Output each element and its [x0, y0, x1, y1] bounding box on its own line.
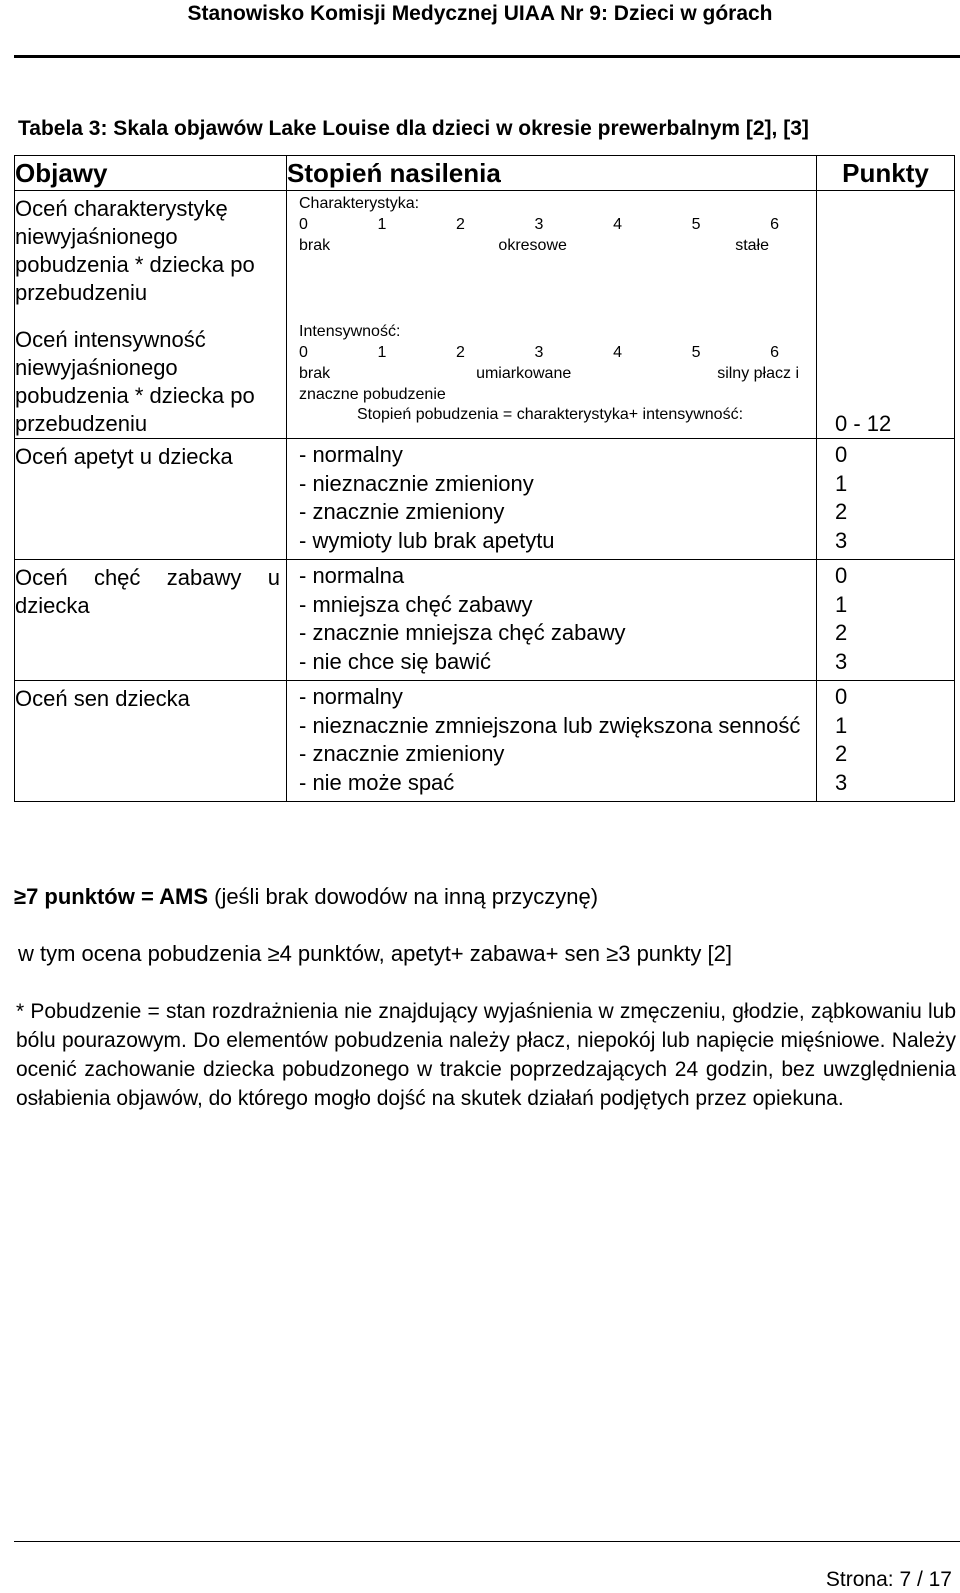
greater-equal-symbol: ≥ — [267, 941, 280, 966]
table-caption: Tabela 3: Skala objawów Lake Louise dla dzieci w okresie prewerbalnym [2], [3] — [18, 117, 809, 140]
play-options-cell — [287, 560, 817, 681]
scale-number: 5 — [691, 216, 701, 233]
play-points-cell — [817, 560, 955, 681]
ams-subrule — [18, 941, 732, 967]
point-value: 2 — [835, 499, 848, 524]
point-value: 3 — [835, 648, 848, 674]
sleep-symptom-cell — [15, 681, 287, 802]
scale-number: 6 — [770, 216, 779, 233]
appetite-points-cell — [817, 439, 955, 560]
subrule-part-2: 4 punktów, apetyt+ zabawa+ sen — [279, 941, 607, 966]
scale-number: 4 — [613, 344, 622, 361]
point-value: 1 — [835, 470, 848, 496]
option: - normalna — [299, 563, 405, 588]
sleep-options — [287, 681, 816, 801]
characteristic-symptom: Oceń charakterystykę niewyjaśnionego pobudzenia * dziecka po przebudzeniu — [15, 196, 255, 305]
intensity-labels — [299, 363, 799, 384]
point-value: 0 — [835, 563, 848, 588]
option: - nieznacznie zmniejszona lub zwiększona senność — [299, 712, 801, 738]
scale-number: 6 — [770, 344, 779, 361]
intensity-block — [299, 321, 816, 406]
fussiness-points: 0 - 12 — [835, 410, 892, 436]
page-header-title: Stanowisko Komisji Medycznej UIAA Nr 9: Dzieci w górach — [187, 2, 773, 25]
fussiness-symptom-cell — [15, 191, 287, 439]
point-value: 2 — [835, 741, 848, 766]
sleep-symptom: Oceń sen dziecka — [15, 686, 190, 711]
fussiness-formula: Stopień pobudzenia = charakterystyka+ intensywność: — [357, 406, 744, 423]
page-number: Strona: 7 / 17 — [825, 1568, 952, 1591]
scale-number: 5 — [691, 344, 701, 361]
characteristic-block — [299, 193, 816, 321]
option: - nie chce się bawić — [299, 648, 491, 674]
header-symptoms: Objawy — [15, 156, 287, 191]
appetite-points — [817, 439, 954, 559]
option: - nie może spać — [299, 769, 455, 795]
ams-threshold-rest: (jeśli brak dowodów na inną przyczynę) — [208, 884, 599, 909]
sleep-points-cell — [817, 681, 955, 802]
scale-label: brak — [299, 365, 331, 382]
play-points — [817, 560, 954, 680]
point-value: 1 — [835, 591, 848, 617]
appetite-options — [287, 439, 816, 559]
fussiness-points-cell — [817, 191, 955, 439]
subrule-part-1: w tym ocena pobudzenia — [18, 941, 268, 966]
intensity-label-continuation: znaczne pobudzenie — [299, 386, 446, 403]
lake-louise-table — [14, 155, 955, 802]
footer-divider — [14, 1541, 960, 1542]
option: - nieznacznie zmieniony — [299, 470, 534, 496]
play-options — [287, 560, 816, 680]
point-value: 1 — [835, 712, 848, 738]
scale-number: 1 — [377, 344, 387, 361]
option: - normalny — [299, 684, 403, 709]
scale-number: 0 — [299, 344, 308, 361]
scale-number: 1 — [377, 216, 387, 233]
scale-number: 3 — [534, 344, 544, 361]
table-row-appetite — [15, 439, 955, 560]
subrule-part-3: 3 punkty [2] — [618, 941, 732, 966]
scale-label: umiarkowane — [476, 365, 572, 382]
footnote-definition: * Pobudzenie = stan rozdrażnienia nie znajdujący wyjaśnienia w zmęczeniu, głodzie, ząbkowaniu lub bólu pourazowym. Do elementów pobudzenia należy płacz, niepokój lub napięcie mięśniowe. Należy ocenić zachowanie dziecka pobudzonego w trakcie poprzedzających 24 godzin, bez uwzględnienia osłabienia objawów, do którego mogło dojść na skutek działań podjętych przez opiekuna. — [16, 1000, 956, 1110]
table-header-row — [15, 156, 955, 191]
intensity-symptom: Oceń intensywność niewyjaśnionego pobudzenia * dziecka po przebudzeniu — [15, 327, 255, 436]
scale-number: 4 — [613, 216, 622, 233]
sleep-options-cell — [287, 681, 817, 802]
option: - normalny — [299, 442, 403, 467]
header-divider — [14, 55, 960, 58]
play-symptom-cell — [15, 560, 287, 681]
header-points: Punkty — [817, 156, 955, 191]
table-row-sleep — [15, 681, 955, 802]
appetite-symptom: Oceń apetyt u dziecka — [15, 444, 233, 469]
table-row-fussiness — [15, 191, 955, 439]
point-value: 3 — [835, 527, 848, 553]
play-symptom: Oceń chęć zabawy u dziecka — [15, 565, 280, 618]
intensity-scale — [299, 342, 779, 363]
scale-number: 2 — [456, 216, 465, 233]
scale-number: 3 — [534, 216, 544, 233]
fussiness-degree-cell — [287, 191, 817, 439]
intensity-title: Intensywność: — [299, 323, 401, 340]
option: - wymioty lub brak apetytu — [299, 527, 555, 553]
scale-number: 0 — [299, 216, 308, 233]
characteristic-title: Charakterystyka: — [299, 195, 420, 212]
point-value: 0 — [835, 442, 848, 467]
scale-label: stałe — [735, 237, 769, 254]
characteristic-scale — [299, 214, 779, 235]
characteristic-labels — [299, 235, 769, 256]
option: - znacznie zmieniony — [299, 741, 505, 766]
point-value: 3 — [835, 769, 848, 795]
greater-equal-symbol: ≥ — [14, 884, 27, 909]
appetite-options-cell — [287, 439, 817, 560]
scale-number: 2 — [456, 344, 465, 361]
sleep-points — [817, 681, 954, 801]
ams-threshold-bold: 7 punktów = AMS — [26, 884, 208, 909]
scale-label: silny płacz i — [717, 365, 799, 382]
scale-label: okresowe — [498, 237, 567, 254]
point-value: 0 — [835, 684, 848, 709]
greater-equal-symbol: ≥ — [606, 941, 619, 966]
option: - znacznie zmieniony — [299, 499, 505, 524]
option: - znacznie mniejsza chęć zabawy — [299, 620, 626, 645]
option: - mniejsza chęć zabawy — [299, 591, 533, 617]
point-value: 2 — [835, 620, 848, 645]
table-row-play — [15, 560, 955, 681]
scale-label: brak — [299, 237, 331, 254]
appetite-symptom-cell — [15, 439, 287, 560]
header-degree: Stopień nasilenia — [287, 156, 817, 191]
ams-threshold-rule — [14, 884, 598, 910]
